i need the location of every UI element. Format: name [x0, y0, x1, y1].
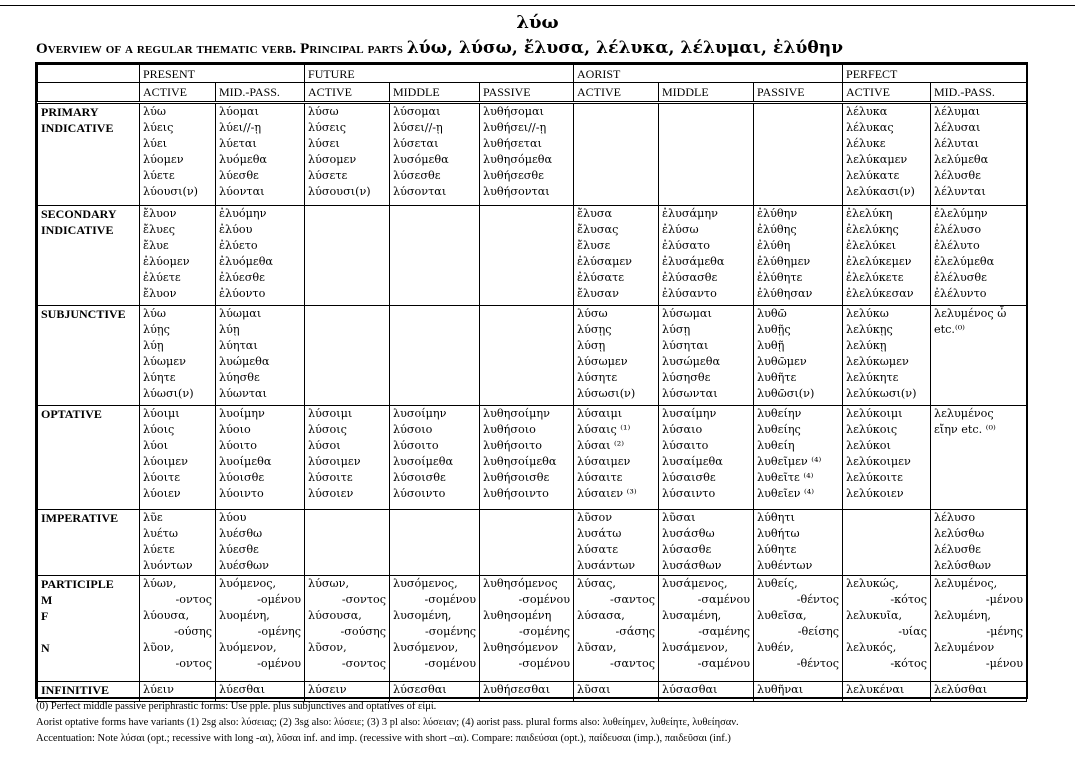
form-cell: λέλυσο λελύσθω λέλυσθε λελύσθων	[931, 510, 1027, 576]
conjugation-row	[38, 406, 1027, 510]
participle-ending: -σαντος	[610, 657, 656, 670]
top-rule	[0, 5, 1075, 6]
tense-header-row	[38, 65, 1027, 83]
participle-form: λῦον,	[143, 641, 174, 654]
participle-form: λελυμένον	[934, 641, 995, 654]
form-cell: λυθησοίμην λυθήσοιο λυθήσοιτο λυθησοίμεθα λυθήσοισθε λυθήσοιντο	[480, 406, 574, 510]
form-cell: λύσω λύσεις λύσει λύσομεν λύσετε λύσουσι(ν)	[305, 103, 390, 206]
footnote-1: Aorist optative forms have variants (1) 2sg also: λύσειας; (2) 3sg also: λύσειε; (3) 3 pl also: λύσειαν; (4) aorist pass. plural forms also: λυθείημεν, λυθείητε, λυθείησαν.	[36, 717, 739, 728]
form-cell: λῦσαι	[574, 682, 659, 702]
form-cell	[480, 306, 574, 406]
participle-form: λῦσαν,	[577, 641, 617, 654]
participle-ending: -σοντος	[341, 657, 387, 670]
participle-form: λελυκός,	[846, 641, 897, 654]
form-cell	[305, 576, 390, 682]
mood-label: PRIMARY INDICATIVE	[38, 103, 140, 206]
participle-form: λύουσα,	[143, 609, 190, 622]
participle-form: λυθείς,	[757, 577, 798, 590]
participle-form: λυθησόμενος	[483, 577, 558, 590]
participle-form: λελυκυῖα,	[846, 609, 903, 622]
form-cell: λύεσθαι	[216, 682, 305, 702]
participle-ending: -μένου	[985, 593, 1024, 606]
participle-ending: -ούσης	[174, 625, 212, 638]
conjugation-table	[35, 62, 1028, 699]
participle-ending: -κότος	[890, 593, 928, 606]
participle-form: λυθέν,	[757, 641, 794, 654]
participle-ending: -σομένου	[424, 657, 477, 670]
voice-header: MIDDLE	[659, 83, 754, 103]
form-cell	[480, 576, 574, 682]
form-cell: λέλυμαι λέλυσαι λέλυται λελύμεθα λέλυσθε λέλυνται	[931, 103, 1027, 206]
participle-form: λυθεῖσα,	[757, 609, 807, 622]
participle-form: λελυμένη,	[934, 609, 991, 622]
form-cell: λύου λυέσθω λύεσθε λυέσθων	[216, 510, 305, 576]
participle-form: λύσας,	[577, 577, 616, 590]
tense-header: PERFECT	[843, 65, 1027, 83]
participle-ending: -σομένης	[425, 625, 477, 638]
conjugation-row	[38, 206, 1027, 306]
form-cell: λύομαι λύει//-ῃ λύεται λυόμεθα λύεσθε λύονται	[216, 103, 305, 206]
form-cell: ἐλελύκη ἐλελύκης ἐλελύκει ἐλελύκεμεν ἐλελύκετε ἐλελύκεσαν	[843, 206, 931, 306]
participle-form: λύων,	[143, 577, 177, 590]
form-cell	[754, 576, 843, 682]
voice-header: ACTIVE	[140, 83, 216, 103]
form-cell: ἔλυσα ἔλυσας ἔλυσε ἐλύσαμεν ἐλύσατε ἔλυσαν	[574, 206, 659, 306]
participle-ending: -θέντος	[796, 657, 840, 670]
participle-ending: -ομένης	[257, 625, 302, 638]
participle-form: λελυμένος,	[934, 577, 998, 590]
form-cell	[390, 206, 480, 306]
form-cell	[140, 576, 216, 682]
form-cell: λῦε λυέτω λύετε λυόντων	[140, 510, 216, 576]
participle-form: λυόμενος,	[219, 577, 277, 590]
form-cell: λύθητι λυθήτω λύθητε λυθέντων	[754, 510, 843, 576]
participle-ending: -σομένου	[424, 593, 477, 606]
form-cell	[216, 576, 305, 682]
participle-ending: -μένης	[986, 625, 1024, 638]
participle-form: λύσουσα,	[308, 609, 362, 622]
form-cell	[305, 206, 390, 306]
participle-form: λυθησομένη	[483, 609, 552, 622]
form-cell: λελυμένος ὦ etc.⁽⁰⁾	[931, 306, 1027, 406]
participle-ending: -σομένου	[518, 657, 571, 670]
voice-header: MIDDLE	[390, 83, 480, 103]
mood-label: INFINITIVE	[38, 682, 140, 702]
form-cell: λελυκέναι	[843, 682, 931, 702]
participle-ending: -υίας	[898, 625, 928, 638]
form-cell	[305, 510, 390, 576]
form-cell	[480, 206, 574, 306]
form-cell: λυσαίμην λύσαιο λύσαιτο λυσαίμεθα λύσαισθε λύσαιντο	[659, 406, 754, 510]
participle-ending: -ομένου	[257, 657, 302, 670]
form-cell: λύω λύεις λύει λύομεν λύετε λύουσι(ν)	[140, 103, 216, 206]
tense-header: FUTURE	[305, 65, 574, 83]
voice-header: ACTIVE	[574, 83, 659, 103]
conjugation-row	[38, 103, 1027, 206]
mood-label: SUBJUNCTIVE	[38, 306, 140, 406]
corner-cell	[38, 83, 140, 103]
page-title: λύω	[516, 12, 559, 33]
form-cell	[305, 306, 390, 406]
participle-ending: -σούσης	[340, 625, 387, 638]
page-subtitle	[36, 38, 1056, 58]
participle-form: λυσάμενος,	[662, 577, 728, 590]
conjugation-row	[38, 682, 1027, 702]
participle-ending: -σαμένου	[697, 657, 751, 670]
form-cell: λύσεσθαι	[390, 682, 480, 702]
form-cell: λυθήσεσθαι	[480, 682, 574, 702]
form-cell	[574, 103, 659, 206]
form-cell: λέλυκα λέλυκας λέλυκε λελύκαμεν λελύκατε λελύκασι(ν)	[843, 103, 931, 206]
form-cell: ἐλυόμην ἐλύου ἐλύετο ἐλυόμεθα ἐλύεσθε ἐλύοντο	[216, 206, 305, 306]
form-cell: λῦσαι λυσάσθω λύσασθε λυσάσθων	[659, 510, 754, 576]
participle-form: λυθησόμενον	[483, 641, 559, 654]
form-cell: λύσομαι λύσει//-ῃ λύσεται λυσόμεθα λύσεσθε λύσονται	[390, 103, 480, 206]
tense-header: AORIST	[574, 65, 843, 83]
form-cell: λυθήσομαι λυθήσει//-ῃ λυθήσεται λυθησόμεθα λυθήσεσθε λυθήσονται	[480, 103, 574, 206]
participle-ending: -σαμένης	[698, 625, 751, 638]
corner-cell	[38, 65, 140, 83]
participle-form: λῦσον,	[308, 641, 347, 654]
mood-label: SECONDARY INDICATIVE	[38, 206, 140, 306]
form-cell	[843, 576, 931, 682]
form-cell	[574, 576, 659, 682]
voice-header: ACTIVE	[305, 83, 390, 103]
form-cell: ἐλελύμην ἐλέλυσο ἐλέλυτο ἐλελύμεθα ἐλέλυσθε ἐλέλυντο	[931, 206, 1027, 306]
participle-form: λυόμενον,	[219, 641, 277, 654]
form-cell	[659, 103, 754, 206]
conjugation-row	[38, 306, 1027, 406]
participle-ending: -θέντος	[796, 593, 840, 606]
participle-form: λυσάμενον,	[662, 641, 729, 654]
participle-form: λυομένη,	[219, 609, 270, 622]
voice-header: PASSIVE	[480, 83, 574, 103]
participle-ending: -οντος	[175, 593, 212, 606]
form-cell	[480, 510, 574, 576]
participle-ending: -κότος	[890, 657, 928, 670]
participle-ending: -σομένης	[519, 625, 571, 638]
form-cell: λύσασθαι	[659, 682, 754, 702]
participle-ending: -σαμένου	[697, 593, 751, 606]
form-cell	[754, 103, 843, 206]
form-cell	[390, 510, 480, 576]
form-cell	[843, 510, 931, 576]
participle-form: λυσαμένη,	[662, 609, 722, 622]
voice-header-row	[38, 83, 1027, 103]
participle-form: λελυκώς,	[846, 577, 899, 590]
subtitle-prefix: Overview of a regular thematic verb. Principal parts	[36, 41, 403, 57]
form-cell: λύω λύῃς λύῃ λύωμεν λύητε λύωσι(ν)	[140, 306, 216, 406]
principal-parts: λύω, λύσω, ἔλυσα, λέλυκα, λέλυμαι, ἐλύθην	[406, 38, 844, 58]
participle-ending: -οντος	[175, 657, 212, 670]
footnote-0: (0) Perfect middle passive periphrastic forms: Use pple. plus subjunctives and optatives of εἰμί.	[36, 701, 437, 712]
form-cell: λυθείην λυθείης λυθείη λυθεῖμεν ⁽⁴⁾ λυθεῖτε ⁽⁴⁾ λυθεῖεν ⁽⁴⁾	[754, 406, 843, 510]
voice-header: MID.-PASS.	[931, 83, 1027, 103]
voice-header: ACTIVE	[843, 83, 931, 103]
voice-header: MID.-PASS.	[216, 83, 305, 103]
form-cell: λύσωμαι λύσῃ λύσηται λυσώμεθα λύσησθε λύσωνται	[659, 306, 754, 406]
participle-ending: -σομένου	[518, 593, 571, 606]
participle-form: λυσόμενον,	[393, 641, 459, 654]
participle-ending: -σαντος	[610, 593, 656, 606]
form-cell: λύσοιμι λύσοις λύσοι λύσοιμεν λύσοιτε λύσοιεν	[305, 406, 390, 510]
form-cell	[659, 576, 754, 682]
form-cell	[390, 306, 480, 406]
footnote-2: Accentuation: Note λύσαι (opt.; recessive with long -αι), λῦσαι inf. and imp. (recessive with short –αι). Compare: παιδεύσαι (opt.), παίδευσαι (imp.), παιδεῦσαι (inf.)	[36, 733, 731, 744]
participle-ending: -σάσης	[615, 625, 656, 638]
form-cell: λύειν	[140, 682, 216, 702]
conjugation-row	[38, 510, 1027, 576]
form-cell: ἐλυσάμην ἐλύσω ἐλύσατο ἐλυσάμεθα ἐλύσασθε ἐλύσαντο	[659, 206, 754, 306]
participle-ending: -μένου	[985, 657, 1024, 670]
form-cell: λύωμαι λύῃ λύηται λυώμεθα λύησθε λύωνται	[216, 306, 305, 406]
participle-ending: -ομένου	[257, 593, 302, 606]
participle-ending: -θείσης	[797, 625, 840, 638]
conjugation-row	[38, 576, 1027, 682]
form-cell: λελύκοιμι λελύκοις λελύκοι λελύκοιμεν λελύκοιτε λελύκοιεν	[843, 406, 931, 510]
form-cell: λύσειν	[305, 682, 390, 702]
form-cell: λυοίμην λύοιο λύοιτο λυοίμεθα λύοισθε λύοιντο	[216, 406, 305, 510]
form-cell: ἔλυον ἔλυες ἔλυε ἐλύομεν ἐλύετε ἔλυον	[140, 206, 216, 306]
form-cell: λελυμένος εἴην etc. ⁽⁰⁾	[931, 406, 1027, 510]
participle-form: λύσων,	[308, 577, 350, 590]
form-cell: λύσω λύσῃς λύσῃ λύσωμεν λύσητε λύσωσι(ν)	[574, 306, 659, 406]
form-cell: λῦσον λυσάτω λύσατε λυσάντων	[574, 510, 659, 576]
form-cell: λύσαιμι λύσαις ⁽¹⁾ λύσαι ⁽²⁾ λύσαιμεν λύσαιτε λύσαιεν ⁽³⁾	[574, 406, 659, 510]
form-cell: ἐλύθην ἐλύθης ἐλύθη ἐλύθημεν ἐλύθητε ἐλύθησαν	[754, 206, 843, 306]
participle-form: λυσομένη,	[393, 609, 452, 622]
participle-form: λύσασα,	[577, 609, 625, 622]
form-cell: λυθῆναι	[754, 682, 843, 702]
mood-label: OPTATIVE	[38, 406, 140, 510]
form-cell	[931, 576, 1027, 682]
tense-header: PRESENT	[140, 65, 305, 83]
participle-ending: -σοντος	[341, 593, 387, 606]
participle-form: λυσόμενος,	[393, 577, 458, 590]
voice-header: PASSIVE	[754, 83, 843, 103]
form-cell	[390, 576, 480, 682]
form-cell: λυσοίμην λύσοιο λύσοιτο λυσοίμεθα λύσοισθε λύσοιντο	[390, 406, 480, 510]
form-cell: λυθῶ λυθῇς λυθῇ λυθῶμεν λυθῆτε λυθῶσι(ν)	[754, 306, 843, 406]
form-cell: λύοιμι λύοις λύοι λύοιμεν λύοιτε λύοιεν	[140, 406, 216, 510]
form-cell: λελύσθαι	[931, 682, 1027, 702]
mood-label: PARTICIPLE M F N	[38, 576, 140, 682]
form-cell: λελύκω λελύκῃς λελύκῃ λελύκωμεν λελύκητε λελύκωσι(ν)	[843, 306, 931, 406]
mood-label: IMPERATIVE	[38, 510, 140, 576]
